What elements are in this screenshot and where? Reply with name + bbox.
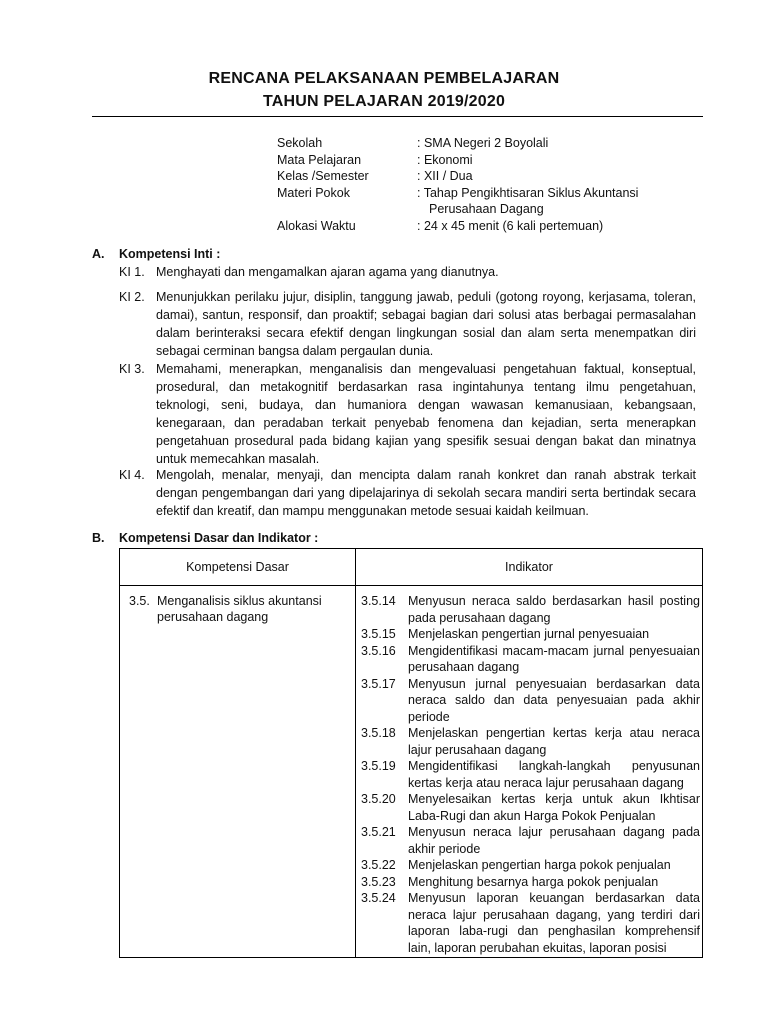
indicator-text: Menjelaskan pengertian jurnal penyesuaian [408, 627, 650, 641]
identity-label: Materi Pokok [277, 185, 350, 200]
indicator-text: Mengidentifikasi langkah-langkah penyusunan kertas kerja atau neraca lajur perusahaan dagang [408, 759, 700, 790]
identity-row-materi [277, 185, 717, 218]
document-title: RENCANA PELAKSANAAN PEMBELAJARAN [208, 70, 560, 87]
indicator-number: 3.5.18 [361, 726, 396, 740]
kd-indicator-table [119, 548, 703, 958]
ki-item [119, 288, 696, 360]
document-subtitle: TAHUN PELAJARAN 2019/2020 [262, 93, 506, 110]
identity-label: Kelas /Semester [277, 169, 369, 183]
ki-number: KI 4. [119, 468, 145, 482]
ki-number: KI 2. [119, 290, 145, 304]
indicator-item [361, 676, 700, 726]
indicator-text: Menyusun neraca saldo berdasarkan hasil posting pada perusahaan dagang [408, 594, 700, 625]
identity-label: Alokasi Waktu [277, 218, 356, 233]
indicator-number: 3.5.19 [361, 759, 396, 773]
indicator-number: 3.5.23 [361, 874, 396, 889]
indicator-number: 3.5.21 [361, 825, 396, 839]
indicator-item [361, 857, 700, 874]
identity-label: Mata Pelajaran [277, 152, 362, 167]
ki-number: KI 1. [119, 265, 145, 279]
indicator-item [361, 791, 700, 824]
table-row [120, 586, 703, 958]
indicator-text: Menghitung besarnya harga pokok penjualan [408, 874, 659, 889]
identity-label: Sekolah [277, 136, 323, 150]
indicator-item [361, 758, 700, 791]
kd-entry [129, 593, 346, 625]
indicator-item [361, 890, 700, 956]
identity-row-sekolah [277, 135, 717, 152]
indicator-text: Menjelaskan pengertian harga pokok penjualan [408, 858, 671, 872]
indicator-text: Menyusun neraca lajur perusahaan dagang pada akhir periode [408, 825, 700, 856]
indicator-text: Menjelaskan pengertian kertas kerja atau neraca lajur perusahaan dagang [408, 726, 700, 757]
identity-row-alokasi [277, 218, 717, 235]
indicator-text: Mengidentifikasi macam-macam jurnal penyesuaian perusahaan dagang [408, 643, 700, 674]
indicator-item [361, 725, 700, 758]
ki-text: Mengolah, menalar, menyaji, dan mencipta dalam ranah konkret dan ranah abstrak terkait dengan pengembangan dari yang dipelajarinya di sekolah secara mandiri serta bertindak secara efektif dan kreatif, dan mampu menggunakan metode sesuai kaidah keilmuan. [156, 468, 696, 518]
identity-row-kelas [277, 168, 717, 185]
section-title: Kompetensi Inti : [119, 247, 221, 261]
indicator-item [361, 874, 700, 891]
kd-number: 3.5. [129, 594, 150, 608]
identity-value: : XII / Dua [417, 169, 473, 183]
indicator-number: 3.5.17 [361, 676, 396, 691]
indicator-text: Menyusun jurnal penyesuaian berdasarkan data neraca saldo dan data penyesuaian pada akhir periode [408, 676, 700, 724]
identity-row-mapel [277, 152, 717, 169]
identity-value: : 24 x 45 menit (6 kali pertemuan) [417, 218, 604, 233]
section-title: Kompetensi Dasar dan Indikator : [119, 531, 319, 545]
identity-value: : Ekonomi [417, 152, 473, 167]
section-a-heading [92, 247, 220, 261]
section-letter: B. [92, 531, 105, 545]
column-header-kompetensi-dasar: Kompetensi Dasar [120, 549, 356, 586]
title-divider [92, 116, 703, 117]
table-header-row [120, 549, 703, 586]
kd-text: Menganalisis siklus akuntansi perusahaan dagang [157, 594, 322, 624]
indicator-item [361, 643, 700, 676]
indicator-item [361, 626, 700, 643]
identity-value: : Tahap Pengikhtisaran Siklus Akuntansi [417, 185, 639, 200]
ki-number: KI 3. [119, 362, 145, 376]
indicator-number: 3.5.16 [361, 643, 396, 658]
section-b-heading [92, 531, 318, 545]
indicator-number: 3.5.20 [361, 792, 396, 806]
ki-text: Memahami, menerapkan, menganalisis dan mengevaluasi pengetahuan faktual, konseptual, prosedural, dan metakognitif berdasarkan rasa ingintahunya tentang ilmu pengetahuan, teknologi, seni, budaya, dan humaniora dengan wawasan kemanusiaan, kebangsaan, kenegaraan, dan peradaban terkait penyebab fenomena dan kejadian, serta menerapkan pengetahuan prosedural pada bidang kajian yang spesifik sesuai dengan bakat dan minatnya untuk memecahkan masalah. [156, 362, 696, 466]
ki-item [119, 360, 696, 468]
section-letter: A. [92, 247, 105, 261]
identity-value-continuation: Perusahaan Dagang [429, 202, 544, 216]
ki-item [119, 466, 696, 520]
indicator-text: Menyusun laporan keuangan berdasarkan data neraca lajur perusahaan dagang, yang terdiri dari laporan laba-rugi dan penghasilan komprehensif lain, laporan perubahan ekuitas, laporan posisi [408, 891, 700, 955]
indicator-item [361, 593, 700, 626]
identity-value-group [417, 185, 717, 218]
ki-item [119, 263, 696, 281]
identity-block [277, 135, 717, 234]
indicator-number: 3.5.22 [361, 858, 396, 872]
indicator-number: 3.5.24 [361, 891, 396, 905]
indicator-text: Menyelesaikan kertas kerja untuk akun Ikhtisar Laba-Rugi dan akun Harga Pokok Penjualan [408, 792, 700, 823]
ki-text: Menunjukkan perilaku jujur, disiplin, tanggung jawab, peduli (gotong royong, kerjasama, toleran, damai), santun, responsif, dan proaktif; sebagai bagian dari solusi atas berbagai permasalahan dalam berinteraksi secara efektif dengan lingkungan sosial dan alam serta menempatkan diri sebagai cerminan bangsa dalam pergaulan dunia. [156, 290, 696, 358]
identity-value: : SMA Negeri 2 Boyolali [417, 136, 549, 150]
indicator-number: 3.5.14 [361, 594, 396, 608]
indicator-number: 3.5.15 [361, 627, 396, 641]
column-header-indikator: Indikator [356, 549, 703, 586]
ki-text: Menghayati dan mengamalkan ajaran agama yang dianutnya. [156, 265, 499, 279]
indicator-item [361, 824, 700, 857]
indicator-cell [356, 586, 703, 958]
kd-cell [120, 586, 356, 958]
